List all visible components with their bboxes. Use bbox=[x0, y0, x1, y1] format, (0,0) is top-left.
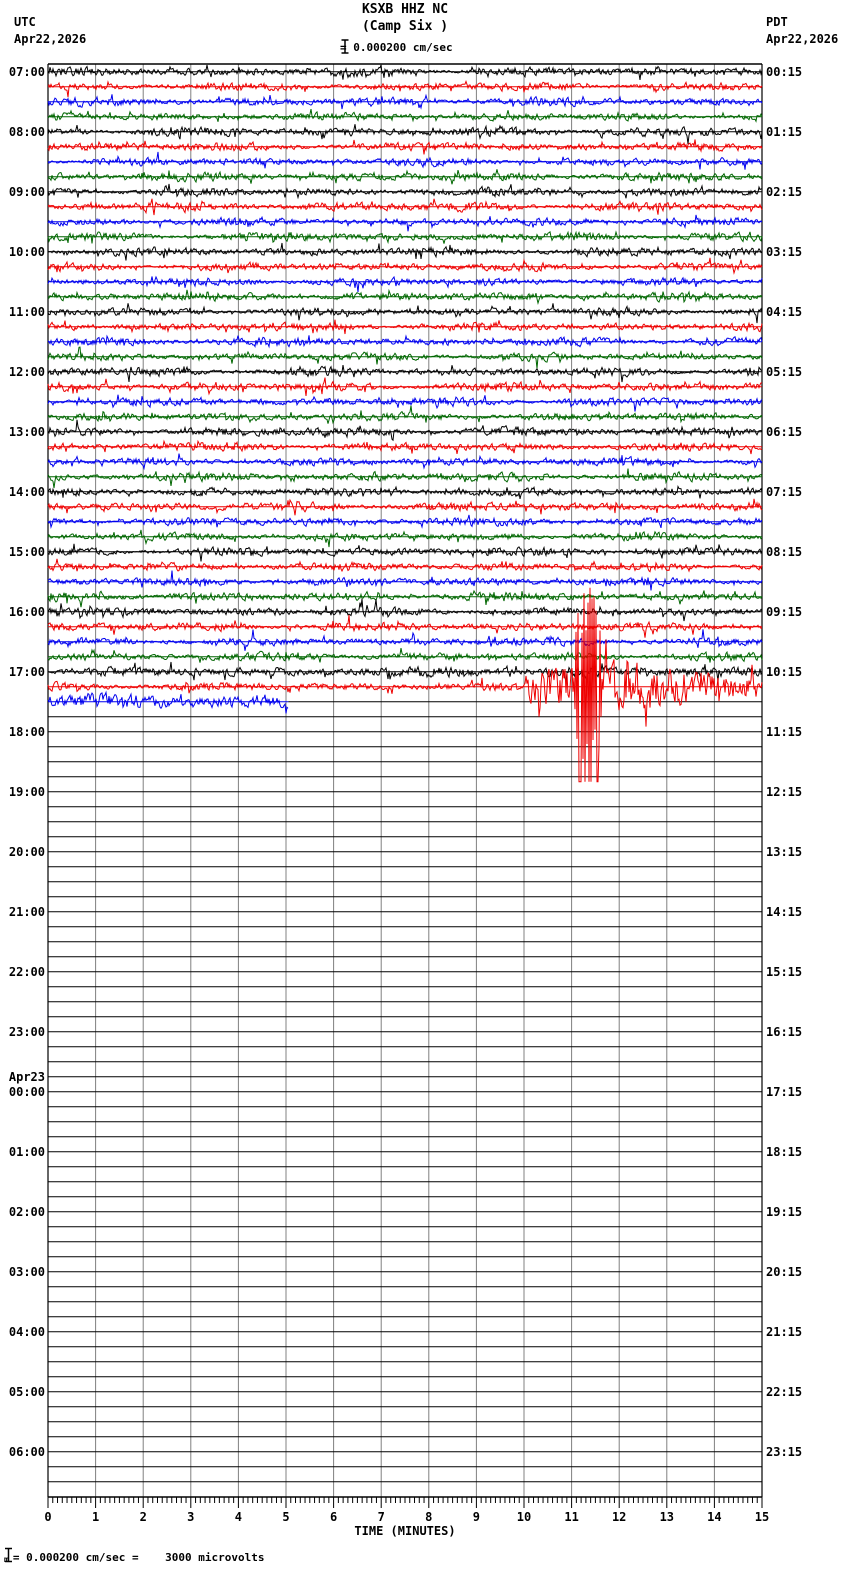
seismic-trace bbox=[48, 303, 762, 323]
utc-hour-label: 01:00 bbox=[8, 1144, 45, 1159]
footer-text: = 0.000200 cm/sec = 3000 microvolts bbox=[12, 1551, 265, 1564]
utc-hour-label: 17:00 bbox=[8, 664, 45, 679]
date-rollover-label: Apr23 bbox=[8, 1069, 45, 1084]
utc-hour-label: 22:00 bbox=[8, 964, 45, 979]
x-axis-tick-label: 1 bbox=[91, 1510, 100, 1524]
pdt-hour-label: 20:15 bbox=[766, 1264, 803, 1279]
left-date: Apr22,2026 bbox=[14, 32, 87, 46]
pdt-hour-label: 04:15 bbox=[766, 304, 803, 319]
utc-hour-label: 16:00 bbox=[8, 604, 45, 619]
utc-hour-label: 09:00 bbox=[8, 184, 45, 199]
utc-hour-label: 21:00 bbox=[8, 904, 45, 919]
utc-hour-label: 07:00 bbox=[8, 64, 45, 79]
pdt-hour-label: 07:15 bbox=[766, 484, 803, 499]
seismic-trace bbox=[48, 184, 762, 198]
pdt-hour-label: 22:15 bbox=[766, 1384, 803, 1399]
utc-hour-label: 05:00 bbox=[8, 1384, 45, 1399]
seismic-trace bbox=[48, 347, 762, 368]
seismic-trace bbox=[48, 152, 762, 170]
x-axis-tick-label: 5 bbox=[282, 1510, 290, 1524]
pdt-hour-label: 21:15 bbox=[766, 1324, 803, 1339]
seismic-trace bbox=[48, 124, 762, 144]
seismic-trace bbox=[48, 441, 762, 454]
seismic-trace bbox=[48, 109, 762, 122]
seismic-trace bbox=[48, 544, 762, 562]
x-axis-tick-label: 9 bbox=[472, 1510, 480, 1524]
pdt-hour-label: 23:15 bbox=[766, 1444, 803, 1459]
x-axis-tick-label: 15 bbox=[754, 1510, 770, 1524]
x-axis-tick-label: 3 bbox=[187, 1510, 195, 1524]
x-axis-tick-label: 8 bbox=[425, 1510, 433, 1524]
seismic-trace bbox=[48, 648, 762, 663]
pdt-hour-label: 10:15 bbox=[766, 664, 803, 679]
utc-hour-label: 10:00 bbox=[8, 244, 45, 259]
utc-hour-label: 23:00 bbox=[8, 1024, 45, 1039]
pdt-hour-label: 12:15 bbox=[766, 784, 803, 799]
seismic-trace bbox=[48, 335, 762, 346]
x-axis-tick-label: 11 bbox=[564, 1510, 579, 1524]
seismic-trace bbox=[48, 599, 762, 621]
pdt-hour-label: 19:15 bbox=[766, 1204, 803, 1219]
seismic-trace bbox=[48, 395, 762, 412]
pdt-hour-label: 08:15 bbox=[766, 544, 803, 559]
pdt-hour-label: 05:15 bbox=[766, 364, 803, 379]
seismic-trace bbox=[48, 420, 762, 440]
right-timezone: PDT bbox=[766, 15, 788, 29]
pdt-hour-label: 13:15 bbox=[766, 844, 803, 859]
x-axis-tick-label: 4 bbox=[234, 1510, 242, 1524]
seismic-trace bbox=[48, 277, 762, 293]
utc-hour-label: 08:00 bbox=[8, 124, 45, 139]
utc-hour-label: 18:00 bbox=[8, 724, 45, 739]
pdt-hour-label: 18:15 bbox=[766, 1144, 803, 1159]
seismic-trace bbox=[48, 559, 762, 572]
seismic-trace bbox=[48, 365, 762, 382]
utc-hour-label: 00:00 bbox=[8, 1084, 45, 1099]
seismic-trace bbox=[48, 487, 762, 499]
site-name: (Camp Six ) bbox=[361, 19, 449, 34]
pdt-hour-label: 09:15 bbox=[766, 604, 803, 619]
seismic-trace bbox=[48, 591, 762, 608]
x-axis-tick-label: 2 bbox=[139, 1510, 147, 1524]
utc-hour-label: 11:00 bbox=[8, 304, 45, 319]
pdt-hour-label: 01:15 bbox=[766, 124, 803, 139]
seismic-trace bbox=[48, 65, 762, 80]
utc-hour-label: 02:00 bbox=[8, 1204, 45, 1219]
utc-hour-label: 04:00 bbox=[8, 1324, 45, 1339]
utc-hour-label: 14:00 bbox=[8, 484, 45, 499]
footer-prefix-glyph: m bbox=[4, 1555, 9, 1564]
pdt-hour-label: 02:15 bbox=[766, 184, 803, 199]
utc-hour-label: 06:00 bbox=[8, 1444, 45, 1459]
footer-scale-note bbox=[4, 1547, 265, 1565]
pdt-hour-label: 16:15 bbox=[766, 1024, 803, 1039]
seismic-trace bbox=[48, 258, 762, 273]
seismic-trace bbox=[48, 232, 762, 244]
right-date: Apr22,2026 bbox=[766, 32, 839, 46]
x-axis-tick-label: 10 bbox=[516, 1510, 532, 1524]
utc-hour-label: 15:00 bbox=[8, 544, 45, 559]
seismic-trace bbox=[48, 406, 762, 424]
x-axis-tick-label: 0 bbox=[44, 1510, 52, 1524]
pdt-hour-label: 14:15 bbox=[766, 904, 803, 919]
x-axis-tick-label: 14 bbox=[707, 1510, 722, 1524]
seismic-trace bbox=[48, 82, 762, 98]
pdt-hour-label: 11:15 bbox=[766, 724, 803, 739]
earthquake-trace bbox=[48, 588, 762, 782]
utc-hour-label: 13:00 bbox=[8, 424, 45, 439]
x-axis-tick-label: 7 bbox=[377, 1510, 385, 1524]
utc-hour-label: 12:00 bbox=[8, 364, 45, 379]
seismic-trace bbox=[48, 140, 762, 155]
utc-hour-label: 20:00 bbox=[8, 844, 45, 859]
pdt-hour-label: 06:15 bbox=[766, 424, 803, 439]
pdt-hour-label: 17:15 bbox=[766, 1084, 803, 1099]
pdt-hour-label: 00:15 bbox=[766, 64, 803, 79]
left-timezone: UTC bbox=[14, 15, 36, 29]
seismic-trace bbox=[48, 571, 762, 591]
x-axis-tick-label: 13 bbox=[659, 1510, 675, 1524]
seismic-trace bbox=[48, 530, 762, 547]
station-title: KSXB HHZ NC bbox=[361, 2, 449, 17]
seismic-trace bbox=[48, 629, 762, 651]
pdt-hour-label: 15:15 bbox=[766, 964, 803, 979]
seismic-trace bbox=[48, 469, 762, 489]
seismic-trace bbox=[48, 454, 762, 469]
x-axis-tick-label: 6 bbox=[329, 1510, 338, 1524]
footer-scale-bar-icon bbox=[4, 1547, 13, 1563]
x-axis-tick-label: 12 bbox=[611, 1510, 627, 1524]
pdt-hour-label: 03:15 bbox=[766, 244, 803, 259]
seismic-trace bbox=[48, 215, 762, 231]
utc-hour-label: 03:00 bbox=[8, 1264, 45, 1279]
seismic-trace bbox=[48, 692, 288, 713]
x-axis-title: TIME (MINUTES) bbox=[354, 1524, 456, 1538]
utc-hour-label: 19:00 bbox=[8, 784, 45, 799]
scale-label: = 0.000200 cm/sec bbox=[340, 40, 453, 54]
